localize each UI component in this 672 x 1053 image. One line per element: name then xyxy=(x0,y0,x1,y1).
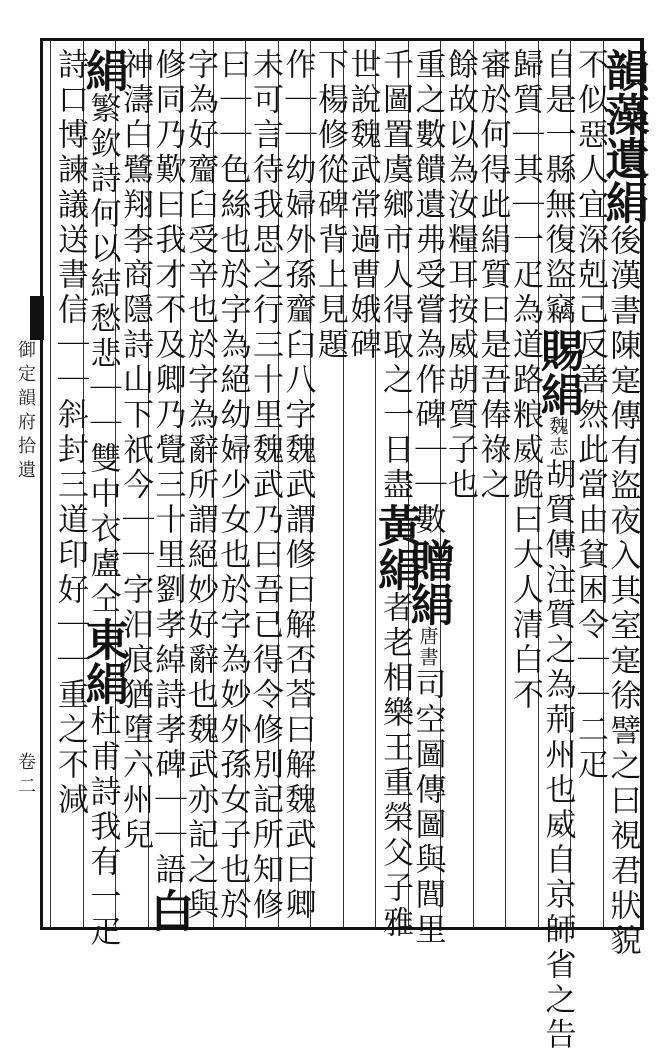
entry-heading: 贈絹 xyxy=(402,538,454,626)
text-run: 神濤白鷺翔李商隱詩山下祇今｜｜字汨痕猶墮六州兒 xyxy=(117,48,153,853)
text-run: 司空圖傳圖與閭里 xyxy=(409,668,446,948)
text-run: 詩口博諫議送書信｜｜斜封三道印 xyxy=(52,48,88,573)
text-run: 胡質傳注質之為荊州也威自京師省之告 xyxy=(539,458,576,1053)
text-column xyxy=(402,48,454,948)
text-run: 重之數饋遺弗受嘗為作碑｜｜數 xyxy=(409,48,446,538)
text-run: 審於何得此絹質曰是吾俸祿之 xyxy=(474,48,511,503)
text-column xyxy=(344,48,382,922)
text-column xyxy=(279,48,317,922)
text-column xyxy=(246,48,284,922)
text-column xyxy=(506,48,544,922)
text-run: 修同乃歎曰我才不及卿乃覺三十里劉孝綽詩孝碑｜｜語 xyxy=(149,48,186,888)
entry-heading: 絹 xyxy=(77,48,129,92)
entry-heading: 黃絹 xyxy=(370,503,421,591)
text-column xyxy=(532,48,584,1053)
margin-folio: 卷二 xyxy=(15,752,36,800)
entry-heading: 東絹 xyxy=(77,617,129,705)
text-run: 字為好齏臼受辛也於字為辭所謂絕妙好辭也魏武亦記之與 xyxy=(182,48,218,923)
text-run: 世說魏武常過曹娥碑 xyxy=(344,48,381,363)
text-column xyxy=(311,48,349,922)
text-run: 千圖置虞鄉市人得取之一日盡 xyxy=(377,48,413,503)
entry-heading: 賜絹 xyxy=(532,328,584,416)
margin-title: 御定韻府拾遺 xyxy=(15,340,36,484)
text-run: 下楊修從碑背上見題 xyxy=(312,48,348,363)
source-note: 唐書 xyxy=(416,626,439,668)
text-run: 餘故以為汝糧耳按威胡質子也 xyxy=(442,48,478,503)
edge-marker xyxy=(30,296,44,340)
text-run: 未可言待我思之行三十里魏武乃曰吾已得令修別記所知修 xyxy=(247,48,283,923)
text-column xyxy=(181,48,219,922)
entry-heading: 白 xyxy=(142,888,194,932)
text-run: 好｜｜重之不減 xyxy=(52,573,88,818)
text-run: 繁欽詩何以結愁悲｜｜雙中衣盧仝 xyxy=(84,92,121,617)
text-run: 不似惡人宜深剋己反善然此當由貧困令｜｜二疋 xyxy=(572,48,608,783)
source-note: 魏志 xyxy=(546,416,569,458)
text-run: 者老相樂王重榮父子雅 xyxy=(377,591,413,941)
text-column xyxy=(571,48,609,922)
text-column xyxy=(214,48,252,922)
text-column xyxy=(370,48,421,941)
text-column xyxy=(116,48,154,922)
entry-heading: 韻藻遺絹 xyxy=(597,48,649,224)
text-run: 自是一縣無復盜竊 xyxy=(539,48,576,328)
text-run: 杜甫詩我有一疋 xyxy=(84,705,121,950)
text-column xyxy=(51,48,89,922)
text-column xyxy=(597,48,649,959)
text-column xyxy=(474,48,512,922)
text-run: 曰｜｜色絲也於字為絕幼婦少女也於字為妙外孫女子也於 xyxy=(214,48,251,923)
text-column xyxy=(142,48,194,932)
text-column xyxy=(441,48,479,922)
text-run: 作｜｜幼婦外孫齏臼八字魏武謂修曰解否荅曰解魏武曰卿 xyxy=(279,48,316,923)
text-column xyxy=(77,48,129,950)
text-run: 後漢書陳寔傳有盜夜入其室寔徐譬之曰視君狀貌 xyxy=(604,224,641,959)
text-run: 歸質｜其｜一疋為道路粮威跪曰大人清白不 xyxy=(507,48,543,713)
